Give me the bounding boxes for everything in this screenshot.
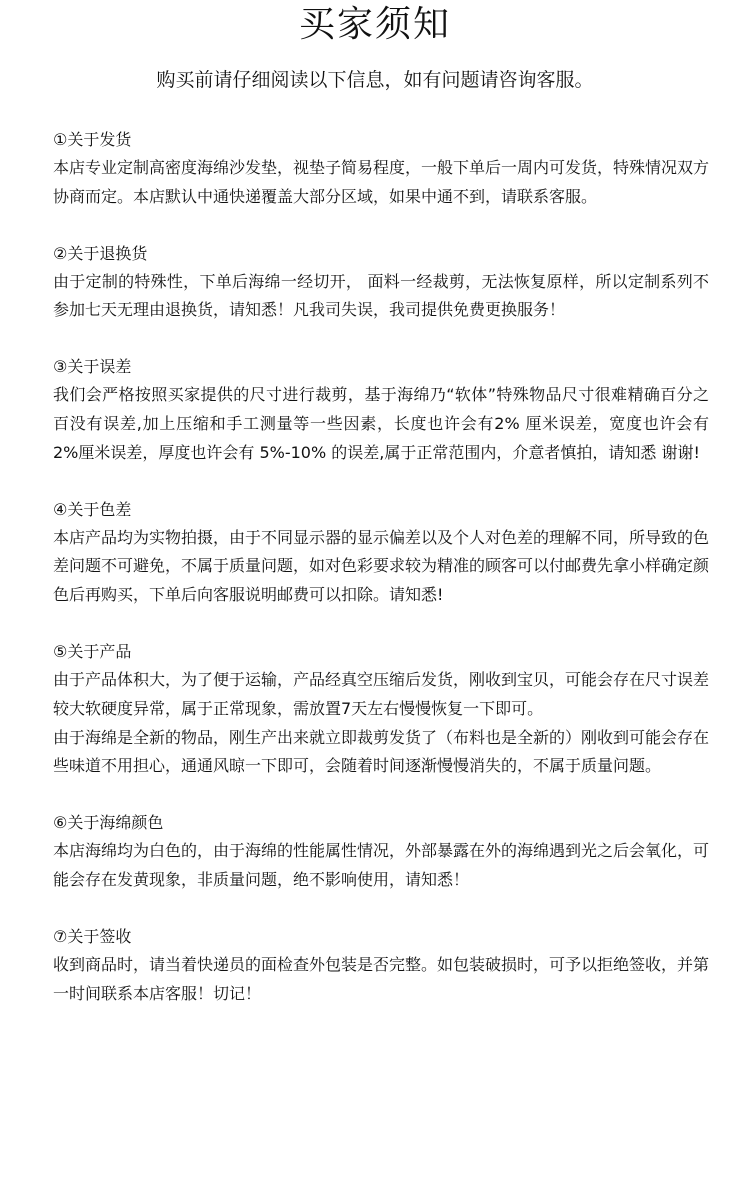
section-heading: ③关于误差 bbox=[53, 357, 132, 377]
section-body bbox=[53, 524, 709, 610]
page-subtitle: 购买前请仔细阅读以下信息，如有问题请咨询客服。 bbox=[156, 69, 594, 91]
section-paragraph: 本店专业定制高密度海绵沙发垫，视垫子简易程度，一般下单后一周内可发货，特殊情况双方协商而定。本店默认中通快递覆盖大部分区域，如果中通不到，请联系客服。 bbox=[53, 158, 710, 206]
section-body bbox=[53, 154, 709, 212]
section-heading: ④关于色差 bbox=[53, 499, 132, 519]
section-shipping bbox=[53, 126, 709, 212]
section-body bbox=[53, 381, 709, 467]
section-returns bbox=[53, 240, 709, 326]
section-product bbox=[53, 638, 709, 781]
section-heading: ⑦关于签收 bbox=[53, 926, 132, 946]
section-paragraph: 由于定制的特殊性，下单后海绵一经切开， 面料一经裁剪，无法恢复原样，所以定制系列不参加七天无理由退换货，请知悉！凡我司失误，我司提供免费更换服务！ bbox=[53, 271, 709, 320]
section-tolerance bbox=[53, 353, 709, 467]
section-body bbox=[53, 666, 709, 781]
section-paragraph: 收到商品时，请当着快递员的面检查外包装是否完整。如包装破损时，可予以拒绝签收，并第一时间联系本店客服！切记！ bbox=[53, 954, 710, 1003]
page-title: 买家须知 bbox=[298, 4, 451, 45]
section-body bbox=[53, 837, 709, 895]
section-sponge-color bbox=[53, 809, 709, 895]
section-color-difference bbox=[53, 496, 709, 610]
section-heading: ①关于发货 bbox=[53, 130, 132, 149]
section-paragraph: 本店海绵均为白色的，由于海绵的性能属性情况，外部暴露在外的海绵遇到光之后会氧化，可能会存在发黄现象，非质量问题，绝不影响使用，请知悉！ bbox=[53, 841, 710, 889]
section-heading: ②关于退换货 bbox=[53, 243, 148, 263]
section-body bbox=[53, 951, 709, 1009]
section-heading: ⑤关于产品 bbox=[53, 641, 132, 661]
section-paragraph: 我们会严格按照买家提供的尺寸进行裁剪，基于海绵乃“软体”特殊物品尺寸很难精确百分之百没有误差,加上压缩和手工测量等一些因素，长度也许会有2% 厘米误差，宽度也许会有 2%厘米误差，厚度也许会有 5%-10% 的误差,属于正常范围内，介意者慎拍，请知悉 谢谢! bbox=[53, 385, 709, 462]
section-paragraph: 由于海绵是全新的物品，刚生产出来就立即裁剪发货了（布料也是全新的）刚收到可能会存在些味道不用担心，通通风晾一下即可，会随着时间逐渐慢慢消失的，不属于质量问题。 bbox=[53, 727, 710, 776]
section-heading: ⑥关于海绵颜色 bbox=[53, 813, 164, 833]
section-body bbox=[53, 268, 709, 326]
section-receipt bbox=[53, 923, 709, 1009]
section-paragraph: 由于产品体积大，为了便于运输，产品经真空压缩后发货，刚收到宝贝，可能会存在尺寸误差较大软硬度异常，属于正常现象，需放置7天左右慢慢恢复一下即可。 bbox=[53, 669, 710, 718]
section-paragraph: 本店产品均为实物拍摄，由于不同显示器的显示偏差以及个人对色差的理解不同，所导致的色差问题不可避免，不属于质量问题，如对色彩要求较为精准的顾客可以付邮费先拿小样确定颜色后再购买，下单后向客服说明邮费可以扣除。请知悉! bbox=[53, 527, 710, 605]
notice-sections bbox=[53, 126, 709, 1036]
